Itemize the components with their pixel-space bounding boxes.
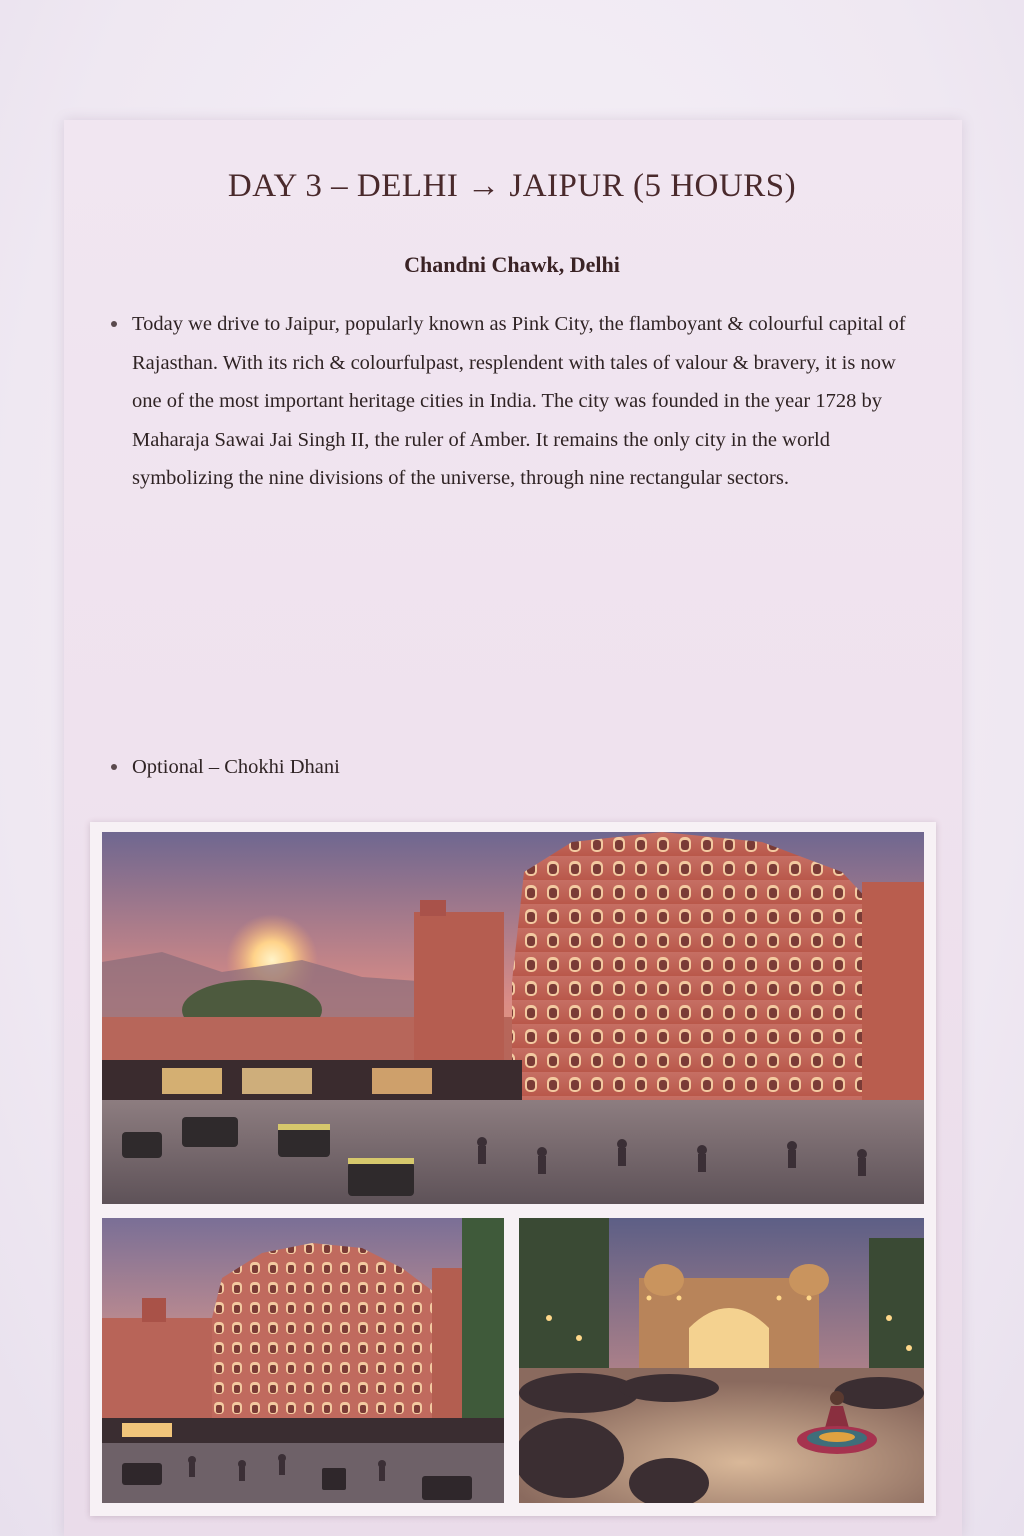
- hawa-mahal-street-photo: [102, 832, 924, 1204]
- location-subheading: Chandni Chawk, Delhi: [404, 252, 620, 277]
- bullet-optional: Optional – Chokhi Dhani: [108, 748, 930, 787]
- hawa-mahal-facade-photo: [102, 1218, 504, 1503]
- bullet-jaipur-description: Today we drive to Jaipur, popularly known as Pink City, the flamboyant & colourful capital of Rajasthan. With its rich & colourfulpast, resplendent with tales of valour & bravery, it is now one of the most important heritage cities in India. The city was founded in the year 1728 by Maharaja Sawai Jai Singh II, the ruler of Amber. It remains the only city in the world symbolizing the nine divisions of the universe, through nine rectangular sectors.: [108, 305, 930, 498]
- day-heading: DAY 3 – DELHI → JAIPUR (5 HOURS): [227, 168, 797, 204]
- chokhi-dhani-dance-photo: [519, 1218, 924, 1503]
- itinerary-bullets: [108, 305, 930, 778]
